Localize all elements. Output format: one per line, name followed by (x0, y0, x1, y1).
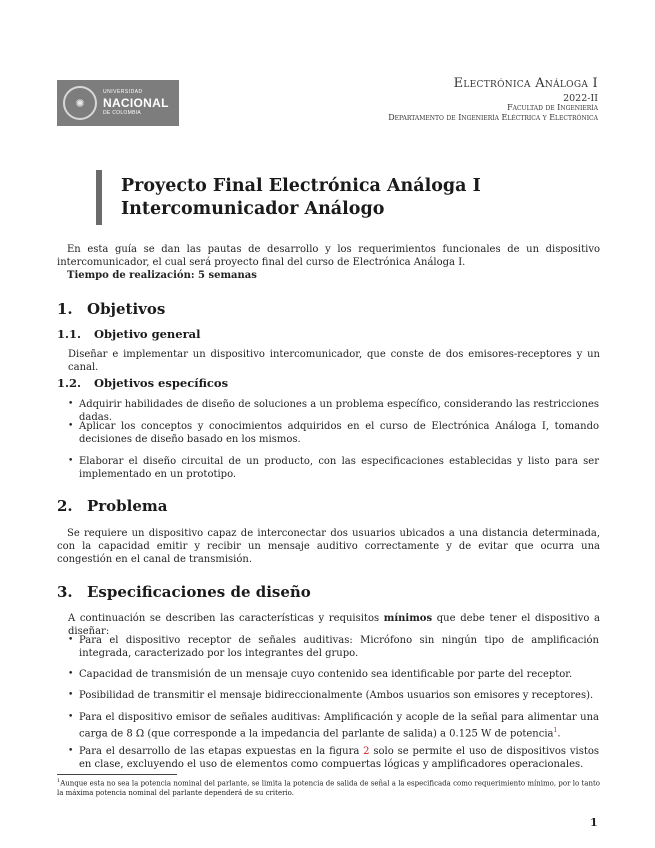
list-item-after: solo se permite el uso de dispositivos vistos en clase, excluyendo el uso de elementos como compuertas lógicas y amplificadores operacionales. (79, 746, 599, 770)
list-item-tail: . (557, 728, 561, 740)
section-title: Problema (87, 497, 168, 515)
time-label: Tiempo de realización: 5 semanas (67, 270, 257, 281)
list-item-text: Para el dispositivo emisor de señales auditivas: Amplificación y acople de la señal para alimentar una carga de 8 Ω (que corresponde a la impedancia del parlante de salida) a 0.125 W de potencia (79, 712, 599, 740)
footnote-rule (57, 774, 177, 775)
objective-general-text: Diseñar e implementar un dispositivo intercomunicador, que conste de dos emisores-receptores y un canal. (68, 349, 600, 373)
subsection-title: Objetivo general (94, 327, 201, 341)
header-course: Electrónica Análoga I (453, 76, 598, 91)
bullet-icon: • (68, 712, 74, 722)
logo-line2: NACIONAL (103, 96, 169, 110)
section-heading-objetivos (57, 300, 165, 318)
header-term: 2022-II (563, 93, 598, 104)
subsection-heading-general (57, 327, 201, 341)
footnote-link[interactable]: 1 (553, 727, 558, 734)
document-title (121, 175, 481, 221)
header-department: Departamento de Ingeniería Eléctrica y Electrónica (388, 113, 598, 122)
university-logo (57, 80, 179, 126)
figure-ref-link[interactable]: 2 (363, 746, 370, 757)
section-number: 1. (57, 300, 73, 318)
title-accent-bar (96, 170, 102, 225)
subsection-number: 1.1. (57, 327, 82, 341)
section-heading-especificaciones (57, 583, 311, 601)
bullet-icon: • (68, 669, 74, 679)
specs-intro-before: A continuación se describen las características y requisitos (68, 613, 384, 624)
bullet-icon: • (68, 690, 74, 700)
list-item: Adquirir habilidades de diseño de soluciones a un problema específico, considerando las restricciones dadas. (79, 399, 599, 423)
subsection-title: Objetivos específicos (94, 376, 229, 390)
bullet-icon: • (68, 456, 74, 466)
list-item: Posibilidad de transmitir el mensaje bidireccionalmente (Ambos usuarios son emisores y receptores). (79, 690, 594, 701)
section-heading-problema (57, 497, 168, 515)
footnote-mark: 1 (57, 778, 61, 784)
list-item (79, 745, 599, 771)
specs-intro-after: que debe tener el dispositivo a diseñar: (68, 613, 600, 637)
logo-line3: DE COLOMBIA (103, 110, 142, 116)
logo-wordmark (103, 90, 169, 116)
seal-icon: ✺ (63, 86, 97, 120)
subsection-number: 1.2. (57, 376, 82, 390)
list-item: Elaborar el diseño circuital de un producto, con las especificaciones establecidas y listo para ser implementado en un prototipo. (79, 456, 599, 480)
section-number: 3. (57, 583, 73, 601)
list-item: Capacidad de transmisión de un mensaje cuyo contenido sea identificable por parte del receptor. (79, 669, 573, 680)
list-item: Aplicar los conceptos y conocimientos adquiridos en el curso de Electrónica Análoga I, tomando decisiones de diseño basado en los mismos. (79, 421, 599, 445)
list-item: Para el dispositivo receptor de señales auditivas: Micrófono sin ningún tipo de amplificación integrada, caracterizado por los integrantes del grupo. (79, 635, 599, 659)
bullet-icon: • (68, 399, 74, 409)
title-line1: Proyecto Final Electrónica Análoga I (121, 176, 481, 196)
footnote (57, 776, 600, 798)
logo-line1: UNIVERSIDAD (103, 89, 143, 95)
section-title: Especificaciones de diseño (87, 583, 311, 601)
list-item (79, 711, 599, 740)
bullet-icon: • (68, 421, 74, 431)
header-faculty: Facultad de Ingeniería (507, 103, 598, 112)
bullet-icon: • (68, 635, 74, 645)
section-number: 2. (57, 497, 73, 515)
intro-paragraph: En esta guía se dan las pautas de desarrollo y los requerimientos funcionales de un dispositivo intercomunicador, el cual será proyecto final del curso de Electrónica Análoga I. (57, 244, 600, 268)
specs-intro-bold: mínimos (383, 613, 433, 624)
problem-paragraph: Se requiere un dispositivo capaz de interconectar dos usuarios ubicados a una distancia determinada, con la capacidad emitir y recibir un mensaje auditivo correctamente y de evitar que ocurra una congestión en el canal de transmisión. (57, 528, 600, 565)
list-item-before: Para el desarrollo de las etapas expuestas en la figura (79, 746, 364, 757)
footnote-text: Aunque esta no sea la potencia nominal del parlante, se limita la potencia de salida de señal a la especificada como requerimiento mínimo, por lo tanto la máxima potencia nominal del parlante dependerá de su criterio. (57, 779, 600, 798)
subsection-heading-especificos (57, 376, 228, 390)
section-title: Objetivos (87, 300, 166, 318)
title-line2: Intercomunicador Análogo (121, 199, 385, 219)
bullet-icon: • (68, 746, 74, 756)
page-number: 1 (590, 816, 598, 829)
